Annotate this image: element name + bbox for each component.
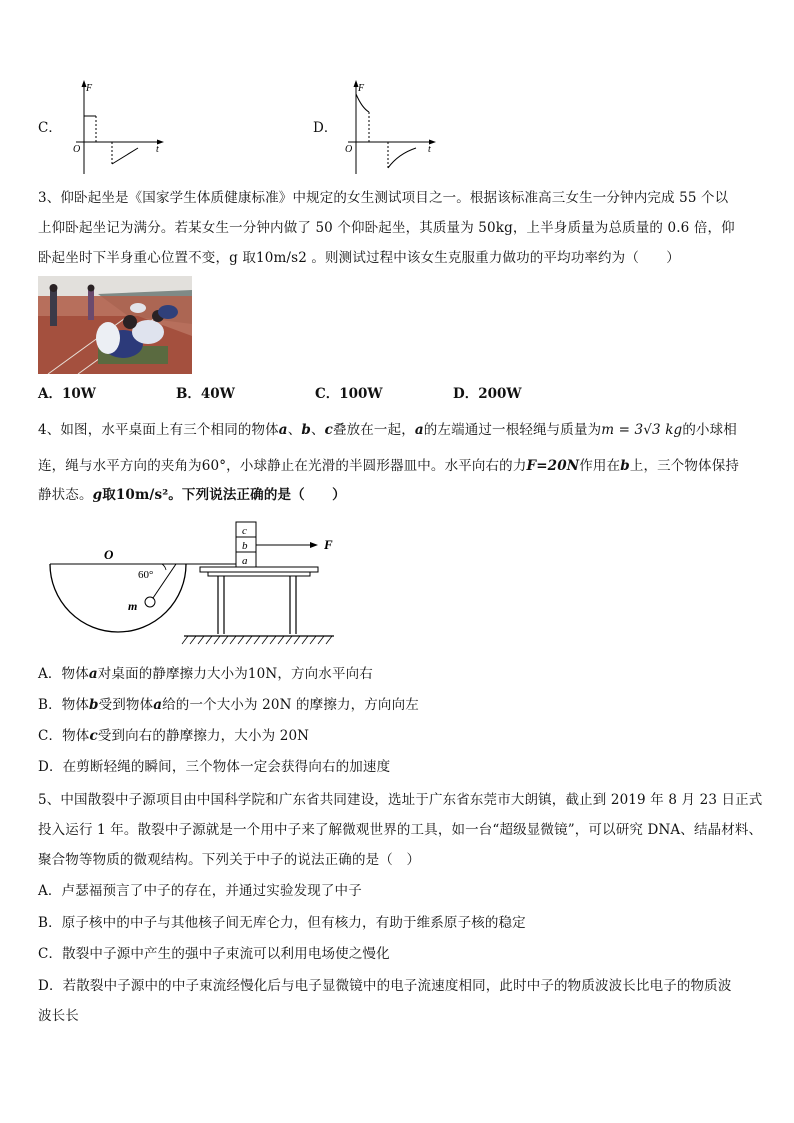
option-d-label: D． <box>313 120 338 136</box>
axis-t-label: t <box>156 144 159 155</box>
q3-option-d: D．200W <box>453 386 522 402</box>
axis-f-label: F <box>358 83 365 94</box>
mass-formula: m = 3√3 kg <box>601 422 683 438</box>
option-c-label: C． <box>38 120 62 136</box>
axis-f-label: F <box>86 83 93 94</box>
q4-line-1: 4、如图，水平桌面上有三个相同的物体a、b、c叠放在一起，a的左端通过一根轻绳与质量为m = 3√3 kg的小球相 <box>38 422 737 438</box>
q5-line-3: 聚合物等物质的微观结构。下列关于中子的说法正确的是（ ） <box>38 852 421 868</box>
q5-option-d-line-1: D．若散裂中子源中的中子束流经慢化后与电子显微镜中的电子流速度相同，此时中子的物质波波长比电子的物质波 <box>38 978 732 994</box>
fig-label-m: m <box>128 599 138 613</box>
fig-angle: 60° <box>138 569 154 581</box>
q3-option-a: A．10W <box>38 386 96 402</box>
q5-option-c: C．散裂中子源中产生的强中子束流可以利用电场使之慢化 <box>38 946 390 962</box>
q4-line-2: 连，绳与水平方向的夹角为60°，小球静止在光滑的半圆形器皿中。水平向右的力F=20N作用在b上，三个物体保持 <box>38 458 740 474</box>
fig-block-a: a <box>242 555 248 567</box>
q4-figure <box>44 520 344 648</box>
q4-option-c: C．物体c受到向右的静摩擦力，大小为 20N <box>38 728 310 744</box>
axis-o-label: O <box>345 144 353 155</box>
q5-line-1: 5、中国散裂中子源项目由中国科学院和广东省共同建设，选址于广东省东莞市大朗镇，截止到 2019 年 8 月 23 日正式 <box>38 792 763 808</box>
q5-line-2: 投入运行 1 年。散裂中子源就是一个用中子来了解微观世界的工具，如一台“超级显微镜”，可以研究 DNA、结晶材料、 <box>38 822 763 838</box>
q3-option-b: B．40W <box>176 386 235 402</box>
q4-option-a: A．物体a对桌面的静摩擦力大小为10N，方向水平向右 <box>38 666 373 682</box>
q4-option-b: B．物体b受到物体a给的一个大小为 20N 的摩擦力，方向向左 <box>38 697 419 713</box>
q3-line-2: 上仰卧起坐记为满分。若某女生一分钟内做了 50 个仰卧起坐，其质量为 50kg，上半身质量为总质量的 0.6 倍，仰 <box>38 220 735 236</box>
q4-line-3: 静状态。g取10m/s²。下列说法正确的是（ ） <box>38 487 346 503</box>
q5-option-a: A．卢瑟福预言了中子的存在，并通过实验发现了中子 <box>38 883 362 899</box>
fig-block-b: b <box>242 540 248 552</box>
graph-c <box>70 78 170 178</box>
fig-label-o: O <box>104 547 114 562</box>
q3-line-1: 3、仰卧起坐是《国家学生体质健康标准》中规定的女生测试项目之一。根据该标准高三女生一分钟内完成 55 个以 <box>38 190 729 206</box>
axis-t-label: t <box>428 144 431 155</box>
q5-option-d-line-2: 波长长 <box>38 1008 79 1024</box>
q3-line-3: 卧起坐时下半身重心位置不变，g 取10m/s2 。则测试过程中该女生克服重力做功的平均功率约为（ ） <box>38 250 680 266</box>
q4-option-d: D．在剪断轻绳的瞬间，三个物体一定会获得向右的加速度 <box>38 759 391 775</box>
fig-block-c: c <box>242 525 247 537</box>
axis-o-label: O <box>73 144 81 155</box>
q3-option-c: C．100W <box>315 386 383 402</box>
q5-option-b: B．原子核中的中子与其他核子间无库仑力，但有核力，有助于维系原子核的稳定 <box>38 915 526 931</box>
fig-label-f: F <box>324 537 333 552</box>
situp-photo <box>38 276 192 374</box>
graph-d <box>342 78 442 178</box>
